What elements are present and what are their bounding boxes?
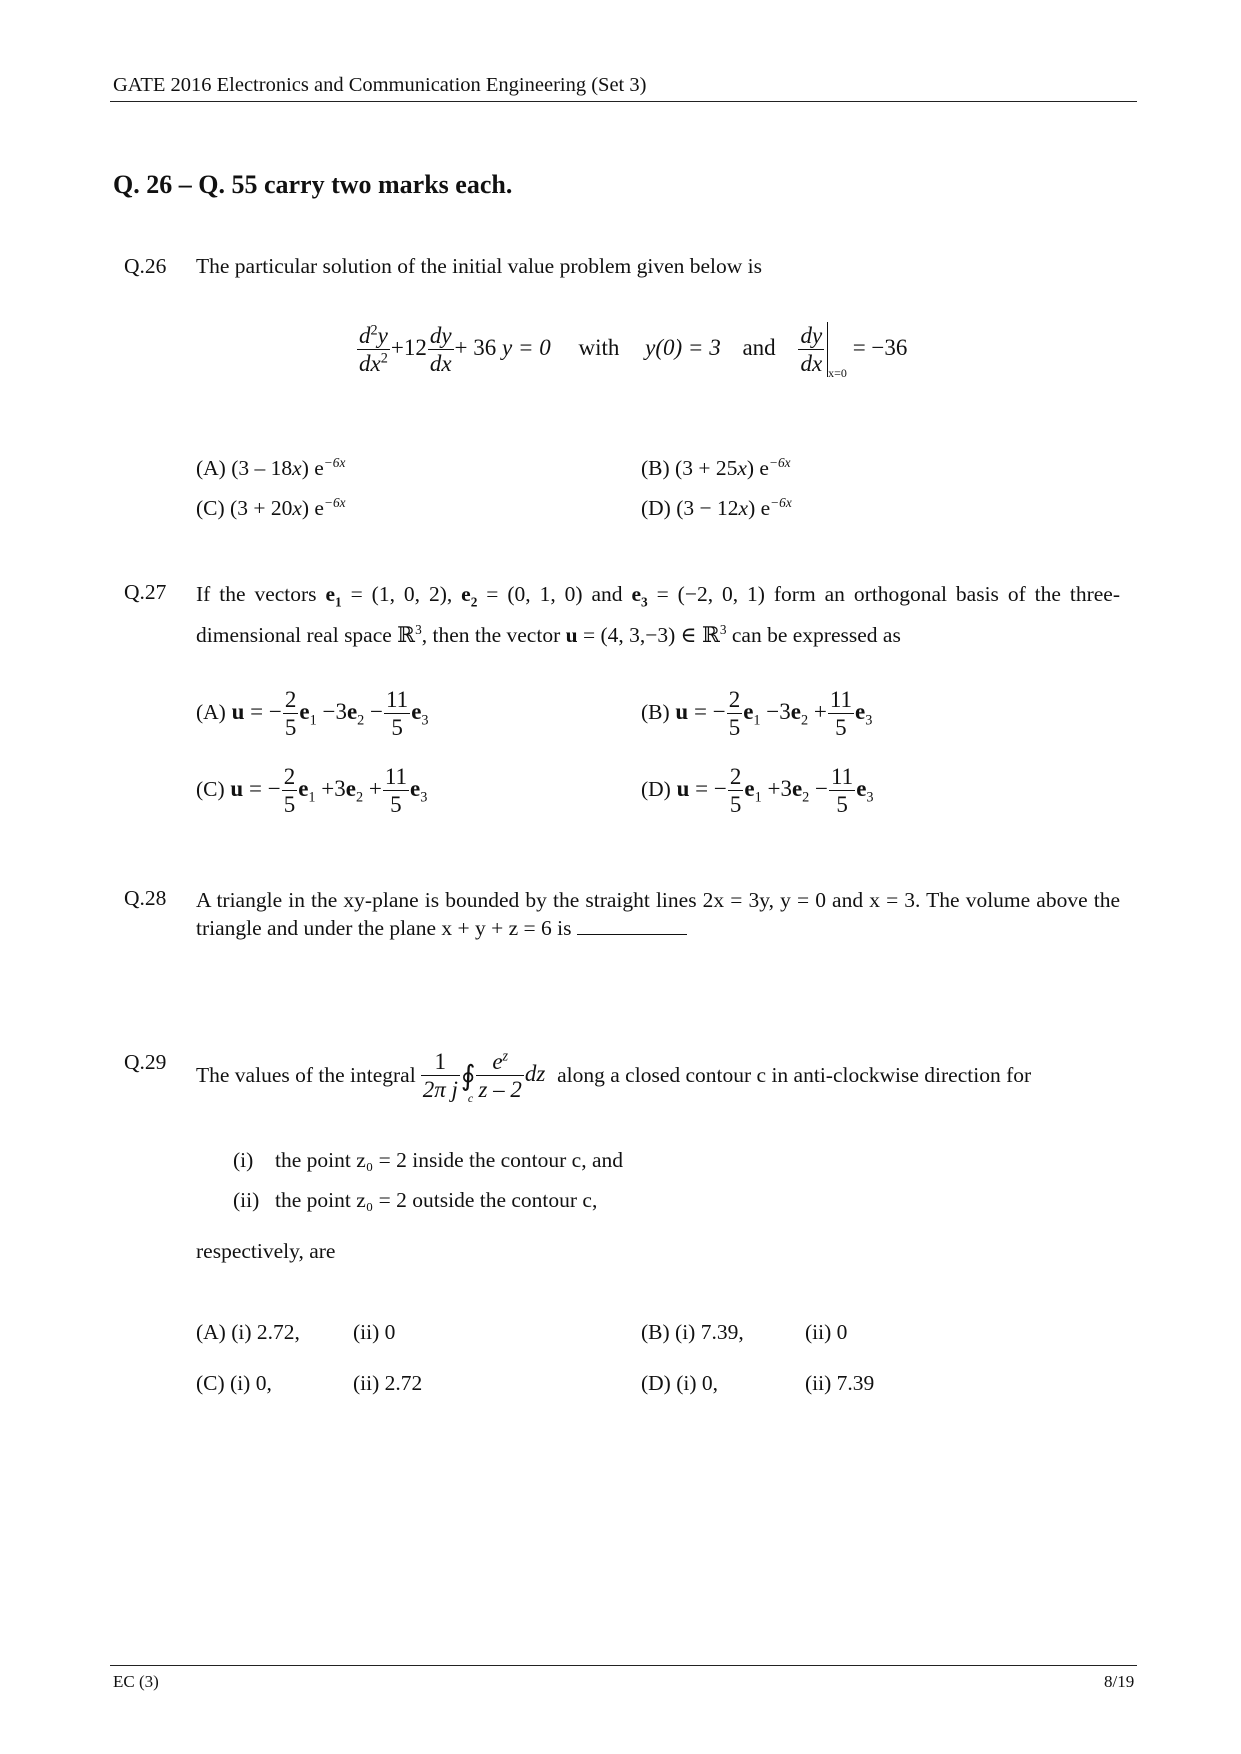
q29-respectively: respectively, are <box>196 1239 336 1263</box>
answer-blank[interactable] <box>577 916 687 935</box>
q27-option-b[interactable]: (B) u = − $\frac{2}{5}$ $e_1 -3e_2$ + $\frac{11}{5}$ $e_3$ <box>641 687 873 741</box>
question-29-text: The values of the integral $\frac{1}{\text{2π j}}$ ∮ c $\frac{e^z}{z - 2}$ dz along a closed contour c in anti-clockwise direction for <box>196 1048 1032 1105</box>
question-number-26: Q.26 <box>124 254 167 278</box>
question-28-text: A triangle in the xy-plane is bounded by the straight lines 2x = 3y, y = 0 and x = 3. The volume above the triangle and under the plane x + y + z = 6 is <box>196 888 1120 940</box>
contour-integral-sign: ∮ c <box>460 1060 476 1105</box>
question-26-text: The particular solution of the initial value problem given below is <box>196 254 763 278</box>
q26-option-d[interactable]: (D) (3 − 12x) $e^{-6x}$ <box>641 495 792 521</box>
q26-option-b[interactable]: (B) (3 + 25x) $e^{-6x}$ <box>641 455 791 481</box>
second-derivative-fraction: $\frac{d^2y}{dx^2}$ <box>359 322 388 377</box>
q26-equation: $\frac{d^2y}{dx^2}$ +12 $\frac{dy}{dx}$ + 36 y = 0 with y(0) = 3 and $\frac{dy}{dx}$ $_{x=0}$ = −36 <box>359 322 908 380</box>
q26-option-c[interactable]: (C) (3 + 20x) $e^{-6x}$ <box>196 495 346 521</box>
evaluated-derivative: $\frac{dy}{dx}$ <box>797 322 828 377</box>
q29-option-d[interactable]: (D) (i) 0, (ii) 7.39 <box>641 1371 875 1395</box>
q26-option-a[interactable]: (A) (3 – 18x) $e^{-6x}$ <box>196 455 346 481</box>
page-header-title: GATE 2016 Electronics and Communication Engineering (Set 3) <box>113 74 647 96</box>
section-heading: Q. 26 – Q. 55 carry two marks each. <box>113 170 513 199</box>
q27-option-c[interactable]: (C) u = − $\frac{2}{5}$ $e_1 +3e_2$ + $\frac{11}{5}$ $e_3$ <box>196 764 428 818</box>
header-rule <box>110 101 1137 102</box>
contour-integral: $\frac{1}{\text{2π j}}$ ∮ c $\frac{e^z}{z - 2}$ dz <box>422 1048 546 1105</box>
q27-option-d[interactable]: (D) u = − $\frac{2}{5}$ $e_1 +3e_2$ − $\frac{11}{5}$ $e_3$ <box>641 764 874 818</box>
q29-option-c[interactable]: (C) (i) 0, (ii) 2.72 <box>196 1371 423 1395</box>
footer-rule <box>110 1665 1137 1666</box>
q29-item-i-label: (i) <box>233 1148 254 1172</box>
q29-item-ii-label: (ii) <box>233 1188 260 1212</box>
q29-option-b[interactable]: (B) (i) 7.39, (ii) 0 <box>641 1320 848 1344</box>
page-number: 8/19 <box>1104 1672 1135 1691</box>
question-27-text: If the vectors $e_1 = (1$, 0, 2), $e_2 = (0$, 1, 0) and $e_3 = (-2$, 0, 1) form an orthogonal basis of the three-dimensional real space ℝ$^3$, then the vector u = (4, 3,−3) ∈ ℝ$^3$ can be expressed as <box>196 582 1121 648</box>
q29-item-ii-text: the point z₀ = 2 outside the contour c, <box>275 1188 598 1212</box>
q29-option-a[interactable]: (A) (i) 2.72, (ii) 0 <box>196 1320 396 1344</box>
question-number-29: Q.29 <box>124 1050 167 1074</box>
question-number-27: Q.27 <box>124 580 167 604</box>
first-derivative-fraction: $\frac{dy}{dx}$ <box>429 323 452 377</box>
footer-left: EC (3) <box>113 1672 159 1691</box>
q27-option-a[interactable]: (A) u = − $\frac{2}{5}$ $e_1 -3e_2$ − $\frac{11}{5}$ $e_3$ <box>196 687 429 741</box>
q29-item-i-text: the point z₀ = 2 inside the contour c, and <box>275 1148 624 1172</box>
question-number-28: Q.28 <box>124 886 167 910</box>
